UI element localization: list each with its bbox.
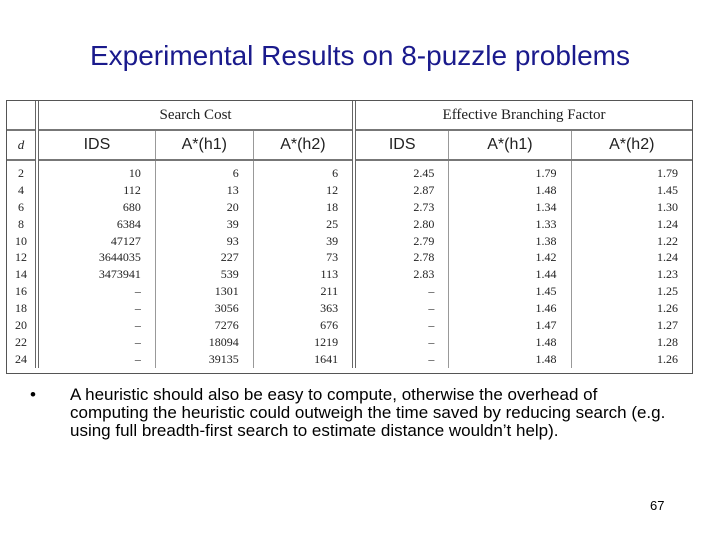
column-header-astar-h2-ebf: A*(h2): [571, 130, 692, 160]
cell-d: 24: [15, 351, 27, 366]
bullet-text: A heuristic should also be easy to compute, otherwise the overhead of computing the heuristic could outweigh the time saved by reducing search (e.g. using full breadth-first search to estimate distance wouldn’t help).: [70, 385, 666, 440]
column-header-ids-ebf: IDS: [354, 130, 449, 160]
cell-ids-cost: 680: [37, 199, 155, 216]
table-row: [7, 249, 692, 266]
cell-ids-ebf: 2.83: [354, 266, 449, 283]
cell-ids-ebf: –: [354, 334, 449, 351]
cell-ids-ebf: –: [354, 300, 449, 317]
page-number: 67: [650, 498, 665, 513]
group-header-search-cost: Search Cost: [37, 101, 354, 130]
cell-astar-h2-ebf: 1.24: [571, 249, 692, 266]
cell-astar-h2-ebf: 1.26: [571, 351, 692, 368]
table-row: [7, 334, 692, 351]
cell-astar-h1-ebf: 1.34: [449, 199, 571, 216]
cell-astar-h1-cost: 13: [155, 182, 253, 199]
cell-astar-h2-ebf: 1.30: [571, 199, 692, 216]
cell-astar-h1-ebf: 1.79: [449, 160, 571, 182]
cell-astar-h2-ebf: 1.22: [571, 233, 692, 250]
cell-ids-ebf: 2.79: [354, 233, 449, 250]
column-header-astar-h1-cost: A*(h1): [155, 130, 253, 160]
cell-astar-h1-ebf: 1.48: [449, 334, 571, 351]
cell-d: 18: [15, 301, 27, 316]
cell-ids-cost: 3473941: [37, 266, 155, 283]
cell-astar-h2-cost: 1641: [253, 351, 354, 368]
cell-ids-ebf: 2.87: [354, 182, 449, 199]
cell-ids-cost: 3644035: [37, 249, 155, 266]
column-header-ids-cost: IDS: [37, 130, 155, 160]
group-header-row: [7, 101, 692, 130]
cell-d: 22: [15, 334, 27, 349]
cell-astar-h2-cost: 676: [253, 317, 354, 334]
cell-astar-h2-ebf: 1.27: [571, 317, 692, 334]
cell-astar-h2-cost: 211: [253, 283, 354, 300]
cell-d: 2: [18, 165, 24, 180]
cell-astar-h1-ebf: 1.42: [449, 249, 571, 266]
cell-astar-h1-ebf: 1.33: [449, 216, 571, 233]
table-row: [7, 266, 692, 283]
column-header-astar-h1-ebf: A*(h1): [449, 130, 571, 160]
cell-ids-cost: –: [37, 351, 155, 368]
cell-astar-h1-cost: 6: [155, 160, 253, 182]
cell-d: 10: [15, 233, 27, 248]
table-row: [7, 317, 692, 334]
cell-astar-h1-cost: 3056: [155, 300, 253, 317]
cell-astar-h1-ebf: 1.46: [449, 300, 571, 317]
cell-ids-ebf: 2.78: [354, 249, 449, 266]
cell-astar-h2-cost: 18: [253, 199, 354, 216]
cell-astar-h2-ebf: 1.23: [571, 266, 692, 283]
cell-astar-h2-ebf: 1.28: [571, 334, 692, 351]
cell-ids-ebf: –: [354, 283, 449, 300]
bullet-marker: •: [30, 385, 36, 404]
cell-ids-ebf: –: [354, 317, 449, 334]
cell-astar-h1-ebf: 1.38: [449, 233, 571, 250]
cell-d: 20: [15, 317, 27, 332]
cell-ids-cost: 6384: [37, 216, 155, 233]
cell-ids-cost: 47127: [37, 233, 155, 250]
cell-astar-h1-ebf: 1.45: [449, 283, 571, 300]
cell-d: 14: [15, 267, 27, 282]
cell-astar-h2-cost: 1219: [253, 334, 354, 351]
cell-astar-h1-cost: 18094: [155, 334, 253, 351]
cell-d: 4: [18, 182, 24, 197]
bullet-point: [30, 386, 680, 440]
cell-ids-ebf: 2.45: [354, 160, 449, 182]
cell-astar-h1-cost: 1301: [155, 283, 253, 300]
cell-ids-ebf: 2.73: [354, 199, 449, 216]
cell-astar-h1-cost: 539: [155, 266, 253, 283]
cell-ids-ebf: 2.80: [354, 216, 449, 233]
cell-d: 8: [18, 216, 24, 231]
column-header-d: d: [7, 130, 37, 160]
group-header-branching-factor: Effective Branching Factor: [354, 101, 692, 130]
table-row: [7, 160, 692, 182]
cell-astar-h2-cost: 25: [253, 216, 354, 233]
cell-astar-h1-cost: 39135: [155, 351, 253, 368]
column-header-row: [7, 130, 692, 160]
table-row: [7, 233, 692, 250]
slide-title: Experimental Results on 8-puzzle problems: [89, 40, 631, 71]
cell-ids-cost: –: [37, 300, 155, 317]
cell-astar-h2-ebf: 1.25: [571, 283, 692, 300]
cell-astar-h2-ebf: 1.24: [571, 216, 692, 233]
cell-astar-h2-cost: 363: [253, 300, 354, 317]
cell-astar-h1-ebf: 1.48: [449, 351, 571, 368]
cell-astar-h2-ebf: 1.79: [571, 160, 692, 182]
cell-astar-h1-cost: 20: [155, 199, 253, 216]
table-body: [7, 160, 692, 368]
cell-astar-h1-ebf: 1.48: [449, 182, 571, 199]
cell-ids-cost: –: [37, 283, 155, 300]
table-row: [7, 300, 692, 317]
cell-astar-h1-cost: 93: [155, 233, 253, 250]
results-table: [7, 101, 692, 368]
cell-ids-cost: 10: [37, 160, 155, 182]
table-row: [7, 283, 692, 300]
cell-d: 12: [15, 250, 27, 265]
cell-astar-h1-cost: 39: [155, 216, 253, 233]
cell-astar-h2-cost: 6: [253, 160, 354, 182]
cell-astar-h2-ebf: 1.26: [571, 300, 692, 317]
cell-astar-h2-ebf: 1.45: [571, 182, 692, 199]
cell-astar-h1-cost: 227: [155, 249, 253, 266]
cell-astar-h2-cost: 39: [253, 233, 354, 250]
cell-ids-cost: –: [37, 334, 155, 351]
results-table-figure: [6, 100, 693, 374]
column-header-astar-h2-cost: A*(h2): [253, 130, 354, 160]
cell-astar-h2-cost: 73: [253, 249, 354, 266]
table-row: [7, 199, 692, 216]
cell-astar-h1-ebf: 1.47: [449, 317, 571, 334]
table-row: [7, 216, 692, 233]
table-row: [7, 182, 692, 199]
cell-ids-cost: –: [37, 317, 155, 334]
cell-ids-cost: 112: [37, 182, 155, 199]
table-row: [7, 351, 692, 368]
cell-ids-ebf: –: [354, 351, 449, 368]
cell-astar-h1-cost: 7276: [155, 317, 253, 334]
corner-cell: [7, 101, 37, 130]
cell-d: 16: [15, 284, 27, 299]
cell-d: 6: [18, 199, 24, 214]
cell-astar-h2-cost: 113: [253, 266, 354, 283]
cell-astar-h1-ebf: 1.44: [449, 266, 571, 283]
cell-astar-h2-cost: 12: [253, 182, 354, 199]
